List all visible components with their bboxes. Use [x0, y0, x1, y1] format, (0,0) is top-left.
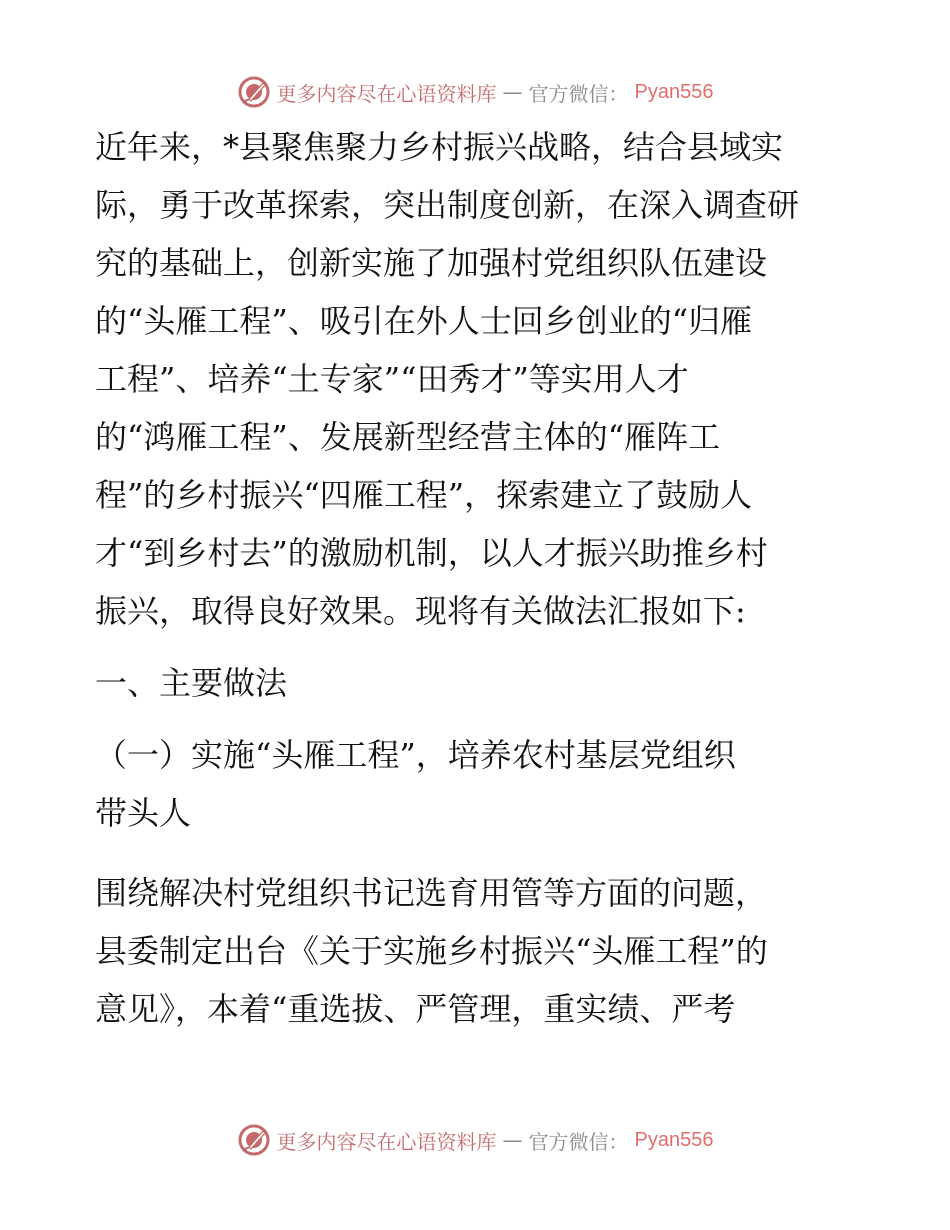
paragraph-line: 近年来，*县聚焦聚力乡村振兴战略，结合县域实: [95, 128, 784, 166]
watermark-official-label: 官方微信：: [528, 81, 629, 106]
section-heading: 一、主要做法: [95, 664, 288, 702]
paragraph-line: 围绕解决村党组织书记选育用管等方面的问题，: [95, 874, 768, 912]
paragraph-line: 程”的乡村振兴“四雁工程”，探索建立了鼓励人: [95, 476, 753, 514]
paragraph-line: 工程”、培养“土专家”“田秀才”等实用人才: [95, 360, 689, 398]
paragraph-line: 意见》，本着“重选拔、严管理，重实绩、严考: [95, 990, 736, 1028]
watermark-official-label: 官方微信：: [528, 1129, 629, 1154]
intro-paragraph: [95, 118, 855, 640]
watermark-wechat-id: Pyan556: [634, 1128, 714, 1151]
footer-watermark: [0, 1120, 950, 1160]
body-paragraph: [95, 864, 855, 1038]
paragraph-line: 究的基础上，创新实施了加强村党组织队伍建设: [95, 244, 768, 282]
paragraph-line: 的“鸿雁工程”、发展新型经营主体的“雁阵工: [95, 418, 721, 456]
header-watermark: [0, 72, 950, 112]
watermark-dash: —: [502, 1128, 523, 1152]
document-body: [95, 118, 855, 1038]
paragraph-line: 际，勇于改革探索，突出制度创新，在深入调查研: [95, 186, 800, 224]
paragraph-line: 的“头雁工程”、吸引在外人士回乡创业的“归雁: [95, 302, 753, 340]
watermark-brand: 更多内容尽在心语资料库: [276, 1129, 497, 1154]
subsection-heading-line: （一）实施“头雁工程”，培养农村基层党组织: [95, 736, 736, 774]
watermark-wechat-id: Pyan556: [634, 80, 714, 103]
subsection-heading-line: 带头人: [95, 794, 192, 832]
paragraph-line: 才“到乡村去”的激励机制，以人才振兴助推乡村: [95, 534, 768, 572]
watermark-brand: 更多内容尽在心语资料库: [276, 81, 497, 106]
paragraph-line: 振兴，取得良好效果。现将有关做法汇报如下:: [95, 592, 746, 630]
subsection-heading: [95, 726, 855, 842]
paragraph-line: 县委制定出台《关于实施乡村振兴“头雁工程”的: [95, 932, 768, 970]
ink-pen-logo-icon: [237, 1123, 271, 1157]
ink-pen-logo-icon: [237, 75, 271, 109]
watermark-dash: —: [502, 80, 523, 104]
